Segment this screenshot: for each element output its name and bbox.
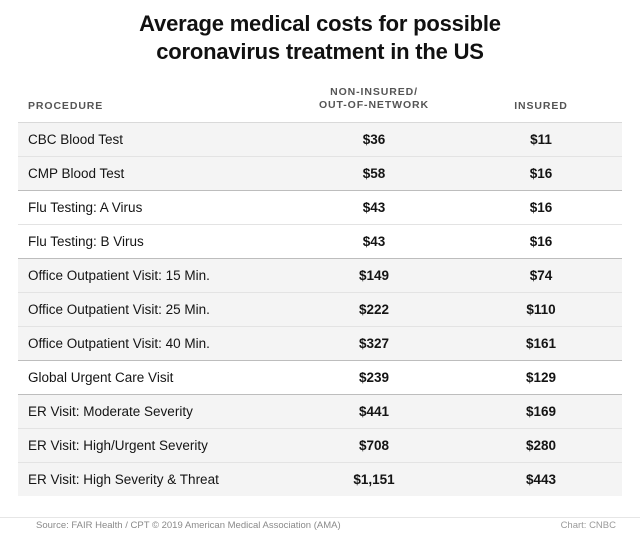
table-row [18,190,622,224]
cell-insured: $110 [460,292,622,326]
cell-insured: $16 [460,190,622,224]
cell-procedure: CBC Blood Test [18,122,288,156]
cell-insured: $280 [460,428,622,462]
table-row [18,462,622,496]
cell-insured: $16 [460,224,622,258]
column-header-insured: INSURED [514,99,568,112]
cell-insured: $16 [460,156,622,190]
cell-non-insured: $222 [288,292,460,326]
cell-non-insured: $239 [288,360,460,394]
cell-insured: $11 [460,122,622,156]
cell-procedure: Flu Testing: A Virus [18,190,288,224]
page-title [0,0,640,66]
cell-non-insured: $441 [288,394,460,428]
cell-non-insured: $36 [288,122,460,156]
table-row [18,224,622,258]
cell-non-insured: $58 [288,156,460,190]
cost-table [18,80,622,496]
cell-insured: $443 [460,462,622,496]
cell-procedure: Office Outpatient Visit: 40 Min. [18,326,288,360]
table-row [18,360,622,394]
cell-procedure: ER Visit: High/Urgent Severity [18,428,288,462]
cell-procedure: CMP Blood Test [18,156,288,190]
cell-non-insured: $149 [288,258,460,292]
table-row [18,292,622,326]
table-row [18,122,622,156]
cell-insured: $169 [460,394,622,428]
cell-procedure: Global Urgent Care Visit [18,360,288,394]
column-header-non-insured [288,80,460,122]
cell-non-insured: $43 [288,224,460,258]
table-body [18,122,622,496]
column-header-non-insured-line2: OUT-OF-NETWORK [318,99,429,112]
cell-insured: $129 [460,360,622,394]
footer-note [36,520,616,534]
credit-text: Chart: CNBC [560,520,616,531]
title-line-2: coronavirus treatment in the US [156,39,484,65]
cell-insured: $74 [460,258,622,292]
title-line-1: Average medical costs for possible [139,11,501,36]
cell-procedure: Office Outpatient Visit: 25 Min. [18,292,288,326]
table-row [18,428,622,462]
table-row [18,156,622,190]
table-header [18,80,622,122]
cell-procedure: Office Outpatient Visit: 15 Min. [18,258,288,292]
column-header-non-insured-line1: NON-INSURED/ [330,86,418,99]
table-row [18,258,622,292]
cell-non-insured: $327 [288,326,460,360]
cell-insured: $161 [460,326,622,360]
source-text: Source: FAIR Health / CPT © 2019 American Medical Association (AMA) [36,520,341,531]
cell-non-insured: $43 [288,190,460,224]
table-row [18,326,622,360]
cell-non-insured: $1,151 [288,462,460,496]
footer-divider [0,517,640,518]
cell-procedure: ER Visit: Moderate Severity [18,394,288,428]
header-row [18,80,622,122]
table-row [18,394,622,428]
cell-procedure: Flu Testing: B Virus [18,224,288,258]
cell-non-insured: $708 [288,428,460,462]
cell-procedure: ER Visit: High Severity & Threat [18,462,288,496]
column-header-procedure: PROCEDURE [28,99,104,112]
